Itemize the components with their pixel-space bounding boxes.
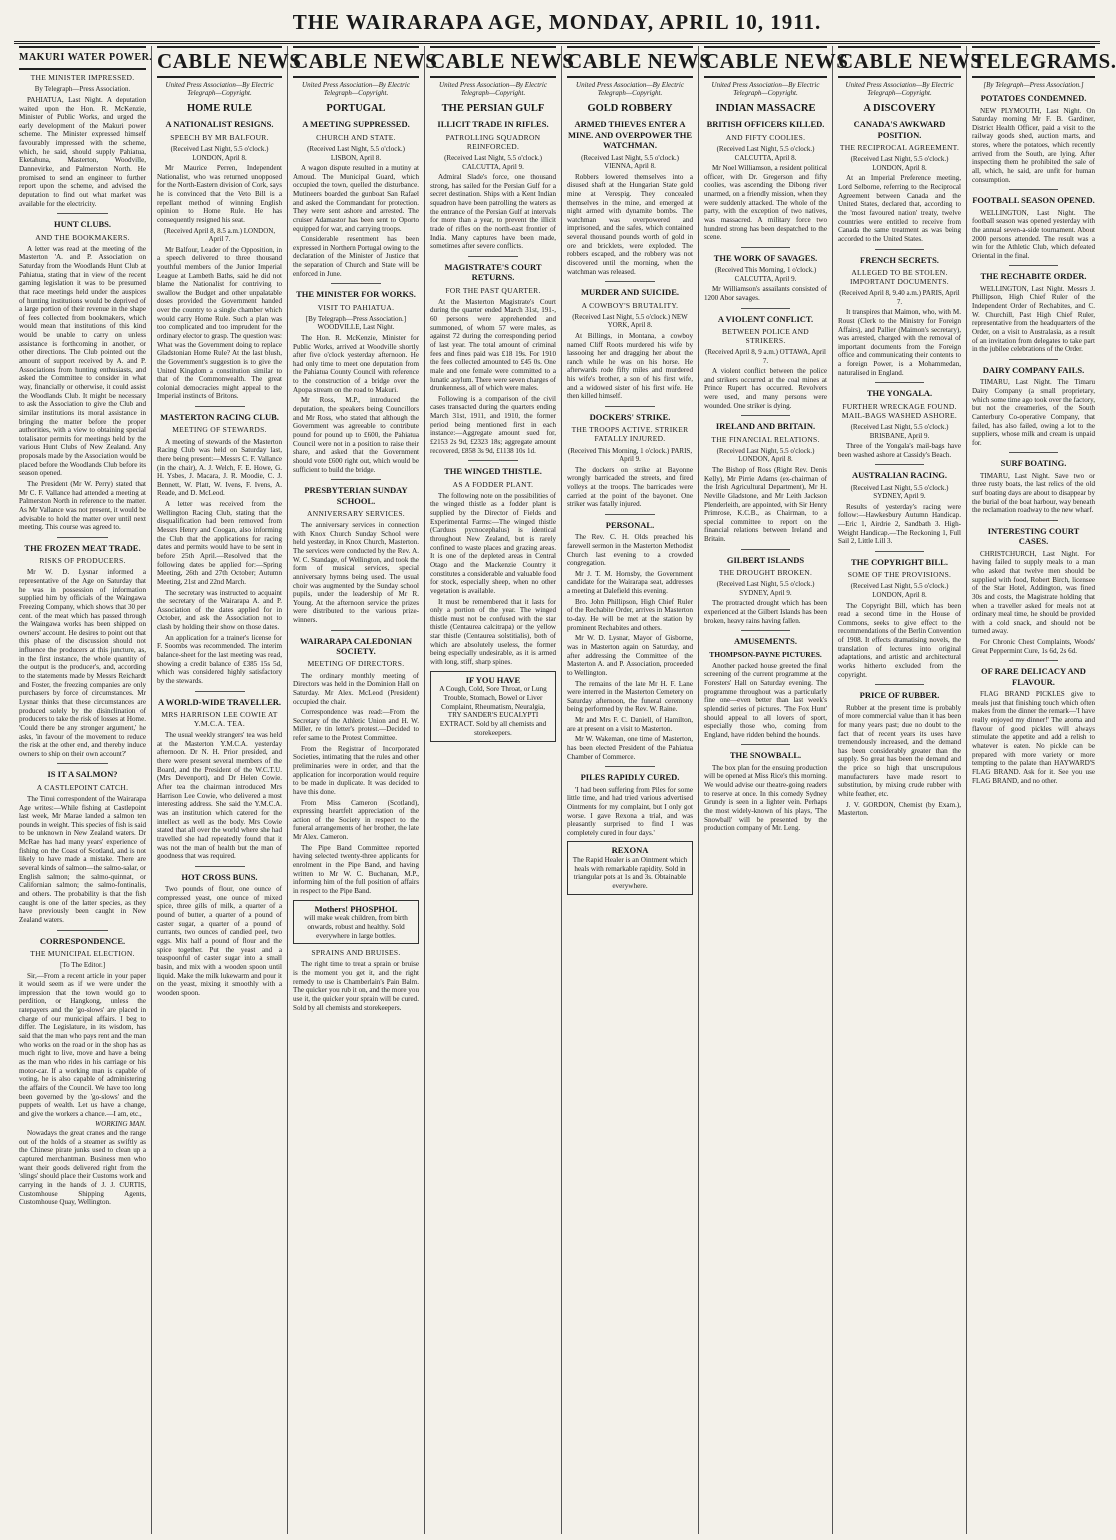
article-paragraph: Nowadays the great cranes and the range out of the holds of a steamer as swiftly as the Chinese pirate junks used to clean up a captured merchantman. Business men who want their goods delivered right from the 'slings' should place their Customs work and carrying in the hands of J. J. CURTIS, Customhouse Shipping Agents, Customhouse Quay, Wellington. (19, 1129, 146, 1207)
column-subheader: United Press Association—By Electric Telegraph—Copyright. (439, 80, 547, 98)
dateline: (Received Last Night, 5.5 o'clock.) LISBON, April 8. (307, 144, 405, 162)
article-headline: AMUSEMENTS. (733, 636, 798, 647)
major-headline: A DISCOVERY (863, 102, 936, 114)
article-paragraph: CHRISTCHURCH, Last Night. For having failed to supply meals to a man who asked that twelve men should be supplied with food, Robert Birch, licensee of the Star Hotel, Addington, was fined 30s and costs, the Magistrate holding that when a traveller asked for meals not at ordinary meal time, he should be provided with a cold snack, and should not be turned away. (972, 549, 1095, 636)
article-subheadline: AS A FODDER PLANT. (452, 479, 534, 489)
article-subheadline: THE RECIPROCAL AGREEMENT. (839, 143, 960, 153)
article-paragraph: A letter was read at the meeting of the Masterton 'A. and P. Association on Saturday from the Woodlands Hunt Club at Pahiatua, stating that in view of the recent gaming legislation it was to be presumed that race meetings held under the auspices of hunting institutions would be deprived of a large portion of their revenue in the shape of fees collected from bookmakers, which would mean that institutions of this kind would be unable to carry on unless assistance is forthcoming in another, or other directions. The Club pointed out the amount of support received by A. and P. Associations from hunting enthusiasts, and asked the Committee to consider in what way, financially or otherwise, it could assist the Woodlands Club. It might be necessary to ask the Association to give the Club and similar institutions its moral assistance in bringing the matter before the proper authorities, with a view to obtaining special totalisator permits for meetings held by the various Hunt Clubs of New Zealand. Any proposals made by the Association would be placed before the Woodlands Club before its season opened. (19, 244, 146, 478)
article-paragraph: Mr Williamson's assailants consisted of 1200 Abor savages. (704, 285, 827, 302)
article-paragraph: 'I had been suffering from Piles for some little time, and had tried various advertised Ointments for my complaint, but I only got worse. I gave Rexona a trial, and was pleasantly surprised to find I was completely cured in four days.' (567, 785, 693, 837)
section-rule (875, 551, 924, 552)
column-subheader: [By Telegraph—Press Association.] (983, 80, 1084, 89)
column-subheader: United Press Association—By Electric Telegraph—Copyright. (165, 80, 274, 98)
article-paragraph: FLAG BRAND PICKLES give to meals just that finishing touch which often makes from the dinner the remark—'I have really enjoyed my dinner!' The aroma and flavour of good pickles will always stimulate the appetite and add a relish to whatever is eaten. No pickle can be prepared with more variety or more tempting to the palate than HAYWARD'S FLAG BRAND. Ask for it. See you use FLAG BRAND, and no other. (972, 690, 1095, 785)
section-rule (195, 691, 245, 692)
article-headline: PERSONAL. (605, 519, 655, 530)
article-paragraph: For Chronic Chest Complaints, Woods' Great Peppermint Cure, 1s 6d, 2s 6d. (972, 638, 1095, 655)
article-headline: A NATIONALIST RESIGNS. (165, 119, 274, 130)
column-subheader: United Press Association—By Electric Telegraph—Copyright. (576, 80, 684, 98)
article-paragraph: The remains of the late Mr H. F. Lane were interred in the Masterton Cemetery on Saturday afternoon, the funeral ceremony being performed by the Rev. W. Raine. (567, 679, 693, 714)
article-paragraph: Mr W. D. Lysnar informed a representative of the Age on Saturday that he was in possession of information supplied him by officials of the Waingawa Freezing Company, which shows that 30 per cent. of the meat which has passed through the Waingawa works has been shipped on owners' account. He desires to point out that this phase of the discussion should not influence the producers at this juncture, as, in the first instance, the whole quantity of the output is the producer's, and, according to the statements made by Messrs Reichardt and Foster, the freezing companies are only purchasers by force of circumstances. Mr Lysnar thinks that these circumstances are produced solely by the disinclination of producers to take the risk of losses at Home. 'Could there be any stronger argument,' he asks, 'in favour of the movement to reduce the risk at the other end, and thereby induce owners to ship on their own account?' (19, 568, 146, 758)
section-rule (1009, 265, 1058, 266)
article-headline: HUNT CLUBS. (54, 219, 111, 230)
section-rule (1009, 189, 1058, 190)
dateline: [To The Editor.] (59, 961, 106, 970)
section-rule (605, 514, 655, 515)
article-paragraph: The Hon. R. McKenzie, Minister for Public Works, arrived at Woodville shortly after five o'clock yesterday afternoon. He had only time to meet one deputation from the Pahiatua County Council with reference to the construction of a bridge over the Apopa stream on the road to Makuri. (293, 333, 419, 394)
dateline: (Received Last Night, 5.5 o'clock.) BRISBANE, April 9. (850, 422, 949, 440)
section-rule (195, 406, 245, 407)
article-headline: THE MINISTER FOR WORKS. (296, 289, 416, 300)
article-subheadline: SPEECH BY MR BALFOUR. (170, 132, 269, 142)
ad-title: IF YOU HAVE (465, 674, 521, 685)
article-paragraph: At an Imperial Preference meeting, Lord Selborne, referring to the Reciprocal Agreement between Canada and the United States, declared that, according to the 'most favoured nation' treaty, twelve countries were entitled to receive from Canada the same treatment as was being accorded to the United States. (838, 174, 961, 243)
article-subheadline: THE MUNICIPAL ELECTION. (30, 948, 135, 958)
article-headline: PRESBYTERIAN SUNDAY SCHOOL. (304, 485, 408, 506)
article-headline: THE RECHABITE ORDER. (980, 271, 1087, 282)
column-3 (288, 46, 438, 1534)
article-headline: HOT CROSS BUNS. (181, 871, 258, 882)
article-paragraph: From Miss Cameron (Scotland), expressing heartfelt appreciation of the action of the Society in respect to the funeral arrangements of her brother, the late Mr Alex. Cameron. (293, 798, 419, 842)
article-subheadline: MEETING OF DIRECTORS. (307, 659, 405, 669)
article-paragraph: NEW PLYMOUTH, Last Night. On Saturday morning Mr F. B. Gardiner, District Health Officer, paid a visit to the railway goods shed, auction marts, and stores, where the potatoes, which recently arrived from the South, are lying. After inspecting them he prohibited the sale of all, which, he said, are unfit for human consumption. (972, 106, 1095, 184)
article-subheadline: PATROLLING SQUADRON REINFORCED. (445, 132, 541, 151)
section-rule (1009, 520, 1058, 521)
article-headline: SURF BOATING. (1000, 458, 1067, 469)
dateline: (Received April 8, 8.5 a.m.) LONDON, April 7. (163, 226, 276, 244)
article-headline: POTATOES CONDEMNED. (980, 93, 1087, 104)
article-headline: PRICE OF RUBBER. (859, 690, 940, 701)
article-headline: BRITISH OFFICERS KILLED. (706, 119, 825, 130)
article-paragraph: TIMARU, Last Night. Save two or three rusty boats, the last relics of the old surf boating days are about to disappear by the burial of the boat harbour, way beneath the reclamation roadway to the new wharf. (972, 471, 1095, 515)
article-paragraph: The Pipe Band Committee reported having selected twenty-three applicants for enrolment in the Pipe Band, and having written to Mr W. C. Buchanan, M.P., informing him of the full position of affairs in respect to the Pipe Band. (293, 843, 419, 895)
dateline: By Telegraph—Press Association. (34, 85, 131, 94)
dateline: (Received Last Night, 5.5 o'clock.) VIENNA, April 8. (581, 153, 679, 171)
column-header: CABLE NEWS (293, 46, 419, 78)
dateline: (Received This Morning, 1 o'clock.) PARIS, April 9. (567, 446, 693, 464)
article-headline: OF RARE DELICACY AND FLAVOUR. (981, 666, 1086, 687)
major-headline: PORTUGAL (326, 102, 386, 114)
article-subheadline: VISIT TO PAHIATUA. (317, 302, 395, 312)
column-header: MAKURI WATER POWER. (19, 46, 146, 70)
article-headline: MASTERTON RACING CLUB. (160, 412, 279, 423)
section-rule (741, 247, 790, 248)
section-rule (57, 213, 108, 214)
column-header: CABLE NEWS (838, 46, 961, 78)
major-headline: HOME RULE (186, 102, 253, 114)
article-paragraph: Rubber at the present time is probably of more commercial value than it has been for many years past; due no doubt to the fact that of recent years its uses have tremendously increased, and the demand has been considerably greater than the supply. So great has been the demand and the price so high that unscrupulous manufacturers have made resort to substitution, by mixing crude rubber with white feather, etc. (838, 703, 961, 799)
article-paragraph: Admiral Slade's force, one thousand strong, has sailed for the Persian Gulf for a secret destination. Ships with a Kent Indian squadron have been patrolling the waters as the entrance of the Persian Gulf at intervals for more than a year, to prevent the illicit trade of rifles on the north-east frontier of India. Many captures have been made, sometimes after severe conflicts. (430, 173, 556, 251)
article-paragraph: The Tinui correspondent of the Wairarapa Age writes:—While fishing at Castlepoint last week, Mr Marae landed a salmon ten pounds in weight. This species of fish is said to be unknown in New Zealand waters. Dr McRae has had many years' experience of fishing on the Coast of Scotland, and is not likely to have made a mistake. There are several kinds of salmon—the salmo-salar, or English salmon; the salmo-quinnat, or Californian salmon; the salmo-fontinalis, and others. The probability is that the fish caught is one of the latter species, as they have previously been caught in New Zealand waters. (19, 794, 146, 924)
article-paragraph: PAHIATUA, Last Night. A deputation waited upon the Hon. R. McKenzie, Minister of Public Works, and urged the early development of the Makuri power scheme. The Minister expressed himself favourably impressed with the scheme, which, he said, should supply Pahiatua, Eketahuna, Masterton, Woodville, Dannevirke, and Palmerston North. He promised to send an engineer to further report upon the scheme, and advised the deputation to find out what market was available for the electricity. (19, 95, 146, 208)
article-paragraph: The President (Mr W. Perry) stated that Mr C. F. Vallance had attended a meeting at Palmerston North in reference to the matter. As Mr Vallance was not present, it would be advisable to hold the matter over until next meeting. This course was agreed to. (19, 479, 146, 532)
article-headline: MURDER AND SUICIDE. (581, 287, 679, 298)
section-rule (875, 464, 924, 465)
article-paragraph: Mr W. Wakeman, one time of Masterton, has been elected President of the Pahiatua Chamber of Commerce. (567, 735, 693, 761)
section-rule (195, 866, 245, 867)
article-paragraph: Sir,—From a recent article in your paper it would seem as if we were under the impression that the town would go to perdition, or Hangkong, unless the ratepayers and the 'go-slows' are placed in charge of our municipal affairs. I beg to differ. The Legislature, in its wisdom, has said that the man who pays rent and the man who works on the road or in the shop has as much right to live, move and have a being as the man who rides in his carriage or his motor-car. If a working man is capable of voting, he is also capable of administering the affairs of the Council. We have too long been governed by the 'go-slows' and the puppets of wealth. Let us have a change, and give the workers a chance.—I am, etc., (19, 971, 146, 1118)
article-headline: ARMED THIEVES ENTER A MINE. AND OVERPOWER THE WATCHMAN. (567, 119, 693, 151)
section-rule (875, 684, 924, 685)
section-rule (468, 460, 518, 461)
dateline: (Received Last Night, 5.5 o'clock.) LONDON, April 8. (850, 155, 949, 172)
section-rule (468, 256, 518, 257)
article-paragraph: A wagon dispute resulted in a mutiny at Amoud. The Municipal Guard, which occupied the town, quelled the disturbance. Mutineers boarded the gunboat San Rafael and asked the Commandant for protection. They were sent ashore and arrested. The cruiser Adamastor has been sent to Oporto equipped for war, and carrying troops. (293, 164, 419, 233)
section-rule (1009, 452, 1058, 453)
article-subheadline: ALLEGED TO BE STOLEN. IMPORTANT DOCUMENTS. (850, 267, 949, 287)
article-subheadline: A COWBOY'S BRUTALITY. (581, 300, 679, 310)
advertisement (567, 841, 693, 894)
masthead: THE WAIRARAPA AGE, MONDAY, APRIL 10, 1911. (292, 10, 822, 34)
ad-text: will make weak children, from birth onwards, robust and healthy. Sold everywhere in large bottles. (304, 913, 408, 940)
section-rule (741, 630, 790, 631)
article-paragraph: The box plan for the ensuing production will be opened at Miss Rice's this morning. We would advise our theatre-going readers to reserve at once. In this comedy Sydney Grundy is seen in a lighter vein. Perhaps the most widely-known of his plays, 'The Snowball' will be presented by the production company of Mr. Leng. (704, 763, 827, 833)
article-paragraph: The protracted drought which has been experienced at the Gilbert Islands has been broken, heavy rains having fallen. (704, 599, 827, 625)
article-paragraph: An application for a trainer's license for F. Soombs was recommended. The interim balance-sheet for the last meeting was read, showing a credit balance of £385 15s 5d, which was considered highly satisfactory by the stewards. (157, 633, 282, 685)
major-headline: GOLD ROBBERY (587, 102, 673, 114)
article-paragraph: J. V. GORDON, Chemist (by Exam.), Masterton. (838, 800, 961, 818)
column-subheader: United Press Association—By Electric Telegraph—Copyright. (711, 80, 820, 98)
section-rule (875, 249, 924, 250)
article-paragraph: Mr J. T. M. Hornsby, the Government candidate for the Wairarapa seat, addresses a meeting at Dalefield this evening. (567, 569, 693, 596)
article-subheadline: THE FINANCIAL RELATIONS. (711, 434, 820, 444)
article-paragraph: WELLINGTON, Last Night. The football season was opened yesterday with the annual seven-a-side tournament. About 2000 persons attended. The result was a win for the Athletic Club, which defeated Oriental in the final. (972, 208, 1095, 260)
article-headline: FRENCH SECRETS. (860, 254, 939, 265)
article-paragraph: Mr Ross, M.P., introduced the deputation, the speakers being Councillors and Mr Ross, who stated that although the Government was agreeable to contribute pound for pound up to £600, the Pahiatua Council were not in a position to raise their share, and asked that the Government should vote £600 right out, which would be sufficient to build the bridge. (293, 396, 419, 474)
section-rule (741, 744, 790, 745)
column-subheader: United Press Association—By Electric Telegraph—Copyright. (845, 80, 954, 98)
signature: WORKING MAN. (95, 1120, 146, 1129)
section-rule (741, 308, 790, 309)
article-headline: DAIRY COMPANY FAILS. (982, 364, 1085, 375)
major-headline: INDIAN MASSACRE (715, 102, 816, 114)
article-headline: A WORLD-WIDE TRAVELLER. (157, 696, 282, 707)
article-paragraph: The Bishop of Ross (Right Rev. Denis Kelly), Mr Pirrie Adams (ex-chairman of the Irish Agricultural Department), Mr H. Neville Gladstone, and Mr Leith Jackson Plenderleith, are appointed, with Sir Henry Primrose, K.C.B., as Chairman, to a special committee to report on the financial relations between Ireland and Britain. (704, 465, 827, 544)
article-headline: IRELAND AND BRITAIN. (715, 421, 816, 432)
section-rule (57, 537, 108, 538)
column-header: CABLE NEWS (704, 46, 827, 78)
article-subheadline: THE DROUGHT BROKEN. (718, 568, 813, 578)
ad-text: The Rapid Healer is an Ointment which heals with remarkable rapidity. Sold in triangular pots at 1s and 3s. Obtainable everywhere. (572, 855, 688, 891)
article-subheadline: SPRAINS AND BRUISES. (311, 948, 401, 958)
section-rule (605, 281, 655, 282)
article-paragraph: Robbers lowered themselves into a disused shaft at the Hungarian State gold mine at Verespig. They concealed themselves in the mine, and emerged at night armed with dynamite bombs. The watchman was overpowered and imprisoned, and the safes, which contained several thousand pounds worth of gold in ore and bricklets, were exploded. The robbers escaped, and the robbery was not discovered until the morning, when the watchman was released. (567, 172, 693, 276)
article-paragraph: The right time to treat a sprain or bruise is the moment you get it, and the right remedy to use is Chamberlain's Pain Balm. The quicker you rub it on, and the more you use it, the quicker your sprain will be cured. Sold by all chemists and storekeepers. (293, 960, 419, 1012)
column-2 (152, 46, 302, 1534)
column-8 (967, 46, 1116, 1534)
article-headline: GILBERT ISLANDS (726, 554, 805, 565)
article-subheadline: CHURCH AND STATE. (316, 132, 396, 142)
section-label: THOMPSON-PAYNE PICTURES. (709, 649, 822, 659)
dateline: (Received Last Night, 5.5 o'clock.) SYDNEY, April 9. (850, 483, 949, 501)
article-subheadline: AND FIFTY COOLIES. (725, 132, 806, 142)
article-paragraph: Two pounds of flour, one ounce of compressed yeast, one ounce of mixed spice, three gills of milk, a quarter of a pound of butter, a quarter of a pound of caster sugar, a quarter of a pound of currants, two ounces of candied peel, two eggs. Mix half a pound of flour and the spice together. Put the yeast and a teaspoonful of caster sugar into a small basin, and mix with a wooden spoon until liquid. Make the milk lukewarm and pour it on the yeast, mixing it smoothly with a wooden spoon. (157, 885, 282, 997)
article-paragraph: A letter was received from the Wellington Racing Club, stating that the disqualification had been removed from Messrs Henry and Coogan, also informing the Club that the applications for racing dates and permits would have to be sent in before 25th April.—Resolved that the following dates be applied for:—Spring Meeting, 26th and 27th October; Autumn Meeting, 21st and 22nd March. (157, 500, 282, 586)
column-header: CABLE NEWS (430, 46, 556, 78)
article-headline: THE SNOWBALL. (729, 750, 802, 761)
ad-text: A Cough, Cold, Sore Throat, or Lung Trouble, Stomach, Bowel or Liver Complaint, Rheumatism, Neuralgia, TRY SANDER'S EUCALYPTI EXTRACT. Sold by all chemists and storekeepers. (439, 685, 547, 737)
article-headline: FOOTBALL SEASON OPENED. (972, 195, 1095, 206)
dateline: (Received Last Night, 5.5 o'clock.) CALCUTTA, April 9. (444, 154, 542, 171)
article-paragraph: Mr Noel Williamson, a resident political officer, with Dr. Gregerson and fifty coolies, was ascending the Dibong river unarmed, on a friendly mission, when they were suddenly attacked. The whole of the party, with the exception of two natives, was massacred. A military force two hundred strong has been despatched to the scene. (704, 164, 827, 242)
section-rule (741, 415, 790, 416)
advertisement (293, 900, 419, 945)
article-headline: IS IT A SALMON? (47, 769, 118, 780)
dateline: (Received Last Night, 5.5 o'clock.) LONDON, April 8. (716, 446, 815, 464)
article-paragraph: Considerable resentment has been expressed in Northern Portugal owing to the declaration of the Minister of Justice that the separation of Church and State will be enforced in June. (293, 235, 419, 278)
article-subheadline: THE TROOPS ACTIVE. STRIKER FATALLY INJURED. (571, 425, 689, 444)
article-headline: INTERESTING COURT CASES. (987, 526, 1080, 547)
article-headline: THE COPYRIGHT BILL. (851, 556, 948, 567)
article-paragraph: TIMARU, Last Night. The Timaru Dairy Company (a small proprietary, which some time ago took over the factory, but not the creameries, of the South Canterbury Co-operative Company, that failed, has also failed, owing a lot to the suppliers, whose milk and cream is unpaid for. (972, 378, 1095, 447)
column-4 (425, 46, 575, 1534)
dateline: (Received Last Night, 5.5 o'clock.) LONDON, April 8. (850, 582, 949, 599)
article-headline: DOCKERS' STRIKE. (589, 411, 671, 422)
article-paragraph: It transpires that Maimon, who, with M. Roust (Clerk to the Ministry for Foreign Affairs), and Pallier (Maimon's secretary), was arrested, charged with the removal of important documents from the Foreign office and communicating their contents to a foreign Power, is a Mohammedan, naturalised in England. (838, 308, 961, 377)
article-paragraph: Results of yesterday's racing were follow:—Hawkesbury Autumn Handicap.—Eric 1, Airdrie 2, Sandbath 3. High-Weight Handicap.—The Reckoning 1, Full Sail 2, Little Lill 3. (838, 502, 961, 546)
article-headline: WAIRARAPA CALEDONIAN SOCIETY. (299, 635, 412, 657)
section-rule (605, 406, 655, 407)
article-subheadline: MEETING OF STEWARDS. (172, 425, 267, 435)
article-subheadline: RISKS OF PRODUCERS. (39, 556, 126, 566)
major-headline: THE PERSIAN GULF (441, 102, 545, 114)
article-paragraph: A meeting of stewards of the Masterton Racing Club was held on Saturday last, there being present:—Messrs C. F. Vallance (in the chair), A. J. Welch, F. E. Howe, G. H. Ysbes, J. Macara, J. R. Moodie, C. J. Bennett, W. Platt, W. Ivens, F. Ivens, A. Reade, and D. McLeod. (157, 437, 282, 498)
dateline: (Received This Morning, 1 o'clock.) CALCUTTA, April 9. (714, 266, 817, 283)
article-headline: THE YONGALA. (866, 388, 933, 399)
article-subheadline: FURTHER WRECKAGE FOUND. MAIL-BAGS WASHED ASHORE. (841, 401, 958, 420)
column-1 (14, 46, 152, 1534)
advertisement (430, 671, 556, 742)
column-header: TELEGRAMS. (972, 46, 1095, 78)
article-headline: THE WORK OF SAVAGES. (713, 252, 818, 263)
article-paragraph: WELLINGTON, Last Night. Messrs J. Phillipson, High Chief Ruler of the Independent Order of Rechabites, and C. W. Churchill, Past High Chief Ruler, representative from the headquarters of the Order, on a visit to Australasia, as a result of an invitation from delegates to take part in the jubilee celebrations of the Order. (972, 284, 1095, 354)
section-rule (331, 283, 381, 284)
ad-title: REXONA (611, 845, 649, 856)
article-subheadline: SOME OF THE PROVISIONS. (847, 570, 952, 580)
column-6 (699, 46, 849, 1534)
column-subheader: United Press Association—By Electric Telegraph—Copyright. (302, 80, 410, 98)
article-paragraph: Another packed house greeted the final screening of the current programme at the Foresters' Hall on Saturday evening. The programme throughout was a particularly fine one—even better than last week's splendid series of pictures. 'The Fox Hunt' should appeal to all lovers of sport, especially those who, coming from England, have ridden behind the hounds. (704, 661, 827, 739)
column-5 (562, 46, 712, 1534)
article-headline: PILES RAPIDLY CURED. (580, 772, 680, 783)
masthead-rule (14, 41, 1100, 44)
section-rule (1009, 359, 1058, 360)
article-paragraph: Mr and Mrs F. C. Daniell, of Hamilton, are at present on a visit to Masterton. (567, 716, 693, 733)
dateline: (Received Last Night, 5.5 o'clock.) SYDNEY, April 9. (716, 580, 815, 597)
article-subheadline: A CASTLEPOINT CATCH. (36, 782, 129, 792)
column-header: CABLE NEWS (567, 46, 693, 78)
article-paragraph: From the Registrar of Incorporated Societies, intimating that the rules and other preliminaries were in order, and that the application for incorporation would require to be made in duplicate. It was decided to have this done. (293, 744, 419, 796)
article-subheadline: FOR THE PAST QUARTER. (445, 285, 541, 295)
article-headline: A VIOLENT CONFLICT. (717, 313, 814, 324)
article-paragraph: Mr Balfour, Leader of the Opposition, in a speech delivered to three thousand youthful members of the Junior Imperial League at Lambeth Baths, said he did not blame the Nationalist for contriving to swallow the Budget and other unpalatable doses provided the Government handed over the country to a single chamber which would carry Home Rule. Such a plan was too complicated and too imprudent for the ordinary elector to grasp. The question was: What was the Government doing to replace Gladstonian Home Rule? At the last blush, the Government's suggestion is to give the United Kingdom a constitution similar to that of the Commonwealth. The great colonial democracies might appeal to the Imperial instincts of Britons. (157, 245, 282, 401)
dateline: [By Telegraph—Press Association.] WOODVILLE, Last Night. (305, 314, 407, 332)
article-paragraph: Correspondence was read:—From the Secretary of the Athletic Union and H. W. Miller, re tin letter's protest.—Decided to refer same to the Protest Committee. (293, 708, 419, 743)
column-7 (833, 46, 983, 1534)
article-subheadline: MRS HARRISON LEE COWIE AT Y.M.C.A. TEA. (161, 709, 278, 729)
article-paragraph: Following is a comparison of the civil cases transacted during the quarters ending March 31st, 1911, and 1910, the former period being mentioned first in each instance:—Aggregate amount sued for, £2153 2s 9d, £2323 18s; aggregate amount recovered, £858 3s 9d, £1138 10s 1d. (430, 394, 556, 455)
section-rule (605, 766, 655, 767)
article-subheadline: THE MINISTER IMPRESSED. (30, 73, 135, 83)
article-subheadline: ANNIVERSARY SERVICES. (307, 508, 405, 518)
section-rule (57, 930, 108, 931)
section-rule (57, 763, 108, 764)
article-paragraph: Three of the Yongala's mail-bags have been washed ashore at Cassidy's Beach. (838, 442, 961, 459)
article-headline: A MEETING SUPPRESSED. (302, 119, 410, 130)
article-headline: ILLICIT TRADE IN RIFLES. (437, 119, 549, 130)
article-paragraph: The Copyright Bill, which has been read a second time in the House of Commons, seeks to give effect to the recommendations of the Berlin Convention of 1908. It effects dramatising novels, the translation of lectures into original adaptations, and artistic and architectural works hitherto excluded from the copyright. (838, 601, 961, 679)
article-paragraph: The Rev. C. H. Olds preached his farewell sermon in the Masterton Methodist Church last evening to a crowded congregation. (567, 533, 693, 568)
article-paragraph: Mr Maurice Perren, Independent Nationalist, who was returned unopposed for the North-Eastern division of Cork, says he is convinced that the Veto Bill is a repellant method of winning English opinion to Home Rule. He has consequently resigned his seat. (157, 164, 282, 224)
article-paragraph: A violent conflict between the police and strikers occurred at the coal mines at Prince Rupert has occurred. Revolvers were used, and many persons were wounded. One striker is dying. (704, 367, 827, 410)
article-paragraph: At the Masterton Magistrate's Court during the quarter ended March 31st, 191-, 60 persons were apprehended and summoned, of whom 57 were males, as against 72 during the corresponding period of last year. The total amount of criminal fees and fines paid was £18 19s. For 1910 the fees collected amounted to £45 0s. One male and one female were committed to a lunatic asylum. There were seven charges of drunkenness, all of which were males. (430, 297, 556, 393)
section-rule (331, 630, 381, 631)
article-headline: CORRESPONDENCE. (39, 935, 126, 946)
article-paragraph: The dockers on strike at Bayonne wrongly barricaded the streets, and fired volleys at the troops. The barricades were carried at the point of the bayonet. One striker was fatally injured. (567, 465, 693, 509)
article-paragraph: The following note on the possibilities of the winged thistle as a fodder plant is supplied by the Director of Fields and Experimental Farms:—The winged thistle (Carduus pycnocephalus) is identical throughout New Zealand, but is rarely confined to waste places and grazing areas. It is one of the depleted areas in Central Otago and the Mackenzie Country it constitutes a considerable and valuable food for stock, especially sheep, when no other vegetation is available. (430, 491, 556, 595)
article-paragraph: The usual weekly strangers' tea was held at the Masterton Y.M.C.A. yesterday afternoon. Dr N. H. Prior presided, and there were present several members of the Board, and the President of the W.C.T.U. (Mrs Devenport), and Dr Helen Cowie. After tea the chairman introduced Mrs Harrison Lee Cowie, who delivered a most interesting address. She said the Y.M.C.A. was an institution which catered for the intellect as well as the body. Mrs Cowie stated that all over the world where she had travelled she had repeatedly found that it was not the man of health but the man of goodness that was required. (157, 731, 282, 861)
section-rule (875, 382, 924, 383)
dateline: (Received April 8, 9 a.m.) OTTAWA, April 7. (705, 348, 826, 365)
section-rule (1009, 660, 1058, 661)
article-headline: AUSTRALIAN RACING. (852, 470, 947, 481)
article-paragraph: At Billings, in Montana, a cowboy named Cliff Roots murdered his wife by lassooing her and dragging her about the ranch while he was on his horse. He afterwards rode fifty miles and murdered his wife's brother, a son of his first wife, and a widowed sister of his first wife. He then killed himself. (567, 331, 693, 401)
article-headline: MAGISTRATE'S COURT RETURNS. (444, 261, 542, 283)
section-rule (331, 479, 381, 480)
dateline: (Received Last Night, 5.5 o'clock.) NEW YORK, April 8. (572, 312, 688, 330)
article-paragraph: Mr W. D. Lysnar, Mayor of Gisborne, was in Masterton again on Saturday, and after addressing the Committee of the Masterton A. and P. Association, proceeded to Wellington. (567, 634, 693, 677)
dateline: (Received Last Night, 5.5 o'clock.) LONDON, April 8. (170, 144, 269, 162)
dateline: (Received April 8, 9.40 a.m.) PARIS, April 7. (839, 289, 960, 306)
article-headline: THE FROZEN MEAT TRADE. (24, 542, 141, 553)
ad-title: Mothers! PHOSPHOL (314, 903, 398, 914)
article-paragraph: It must be remembered that it lasts for only a portion of the year. The winged thistle must not be confused with the star thistle (Centaurea calcitrapa) or the yellow star thistle (Centaurea solstitialis), both of which are absolutely useless, the former being especially undesirable, as it is armed with long, stiff, sharp spines. (430, 597, 556, 666)
article-paragraph: The secretary was instructed to acquaint the secretary of the Wairarapa A. and P. Association of the dates applied for in October, and ask the Association not to clash by holding their show on those dates. (157, 588, 282, 632)
section-rule (741, 549, 790, 550)
article-headline: CANADA'S AWKWARD POSITION. (853, 119, 946, 140)
article-subheadline: AND THE BOOKMAKERS. (35, 232, 130, 242)
dateline: (Received Last Night, 5.5 o'clock.) CALCUTTA, April 8. (716, 144, 815, 162)
article-headline: THE WINGED THISTLE. (444, 466, 542, 477)
article-subheadline: BETWEEN POLICE AND STRIKERS. (721, 326, 810, 345)
columns-container (14, 46, 1116, 1534)
column-header: CABLE NEWS (157, 46, 282, 78)
article-paragraph: The ordinary monthly meeting of Directors was held in the Dominion Hall on Saturday. Mr Alex. McLeod (President) occupied the chair. (293, 671, 419, 706)
article-paragraph: Bro. John Phillipson, High Chief Ruler of the Rechabite Order, arrives in Masterton to-day. He will be met at the station by prominent Rechabites and others. (567, 597, 693, 632)
article-paragraph: The anniversary services in connection with Knox Church Sunday School were held yesterday, in Knox Church, Masterton. The services were conducted by the Rev. A. W. C. Standage, of Wellington, and took the form of musical services, special anniversary hymns being used. The usual choir was augmented by the Sunday school pupils, under the leadership of Mr R. Young. At the afternoon service the prizes were distributed to the various prize-winners. (293, 521, 419, 625)
